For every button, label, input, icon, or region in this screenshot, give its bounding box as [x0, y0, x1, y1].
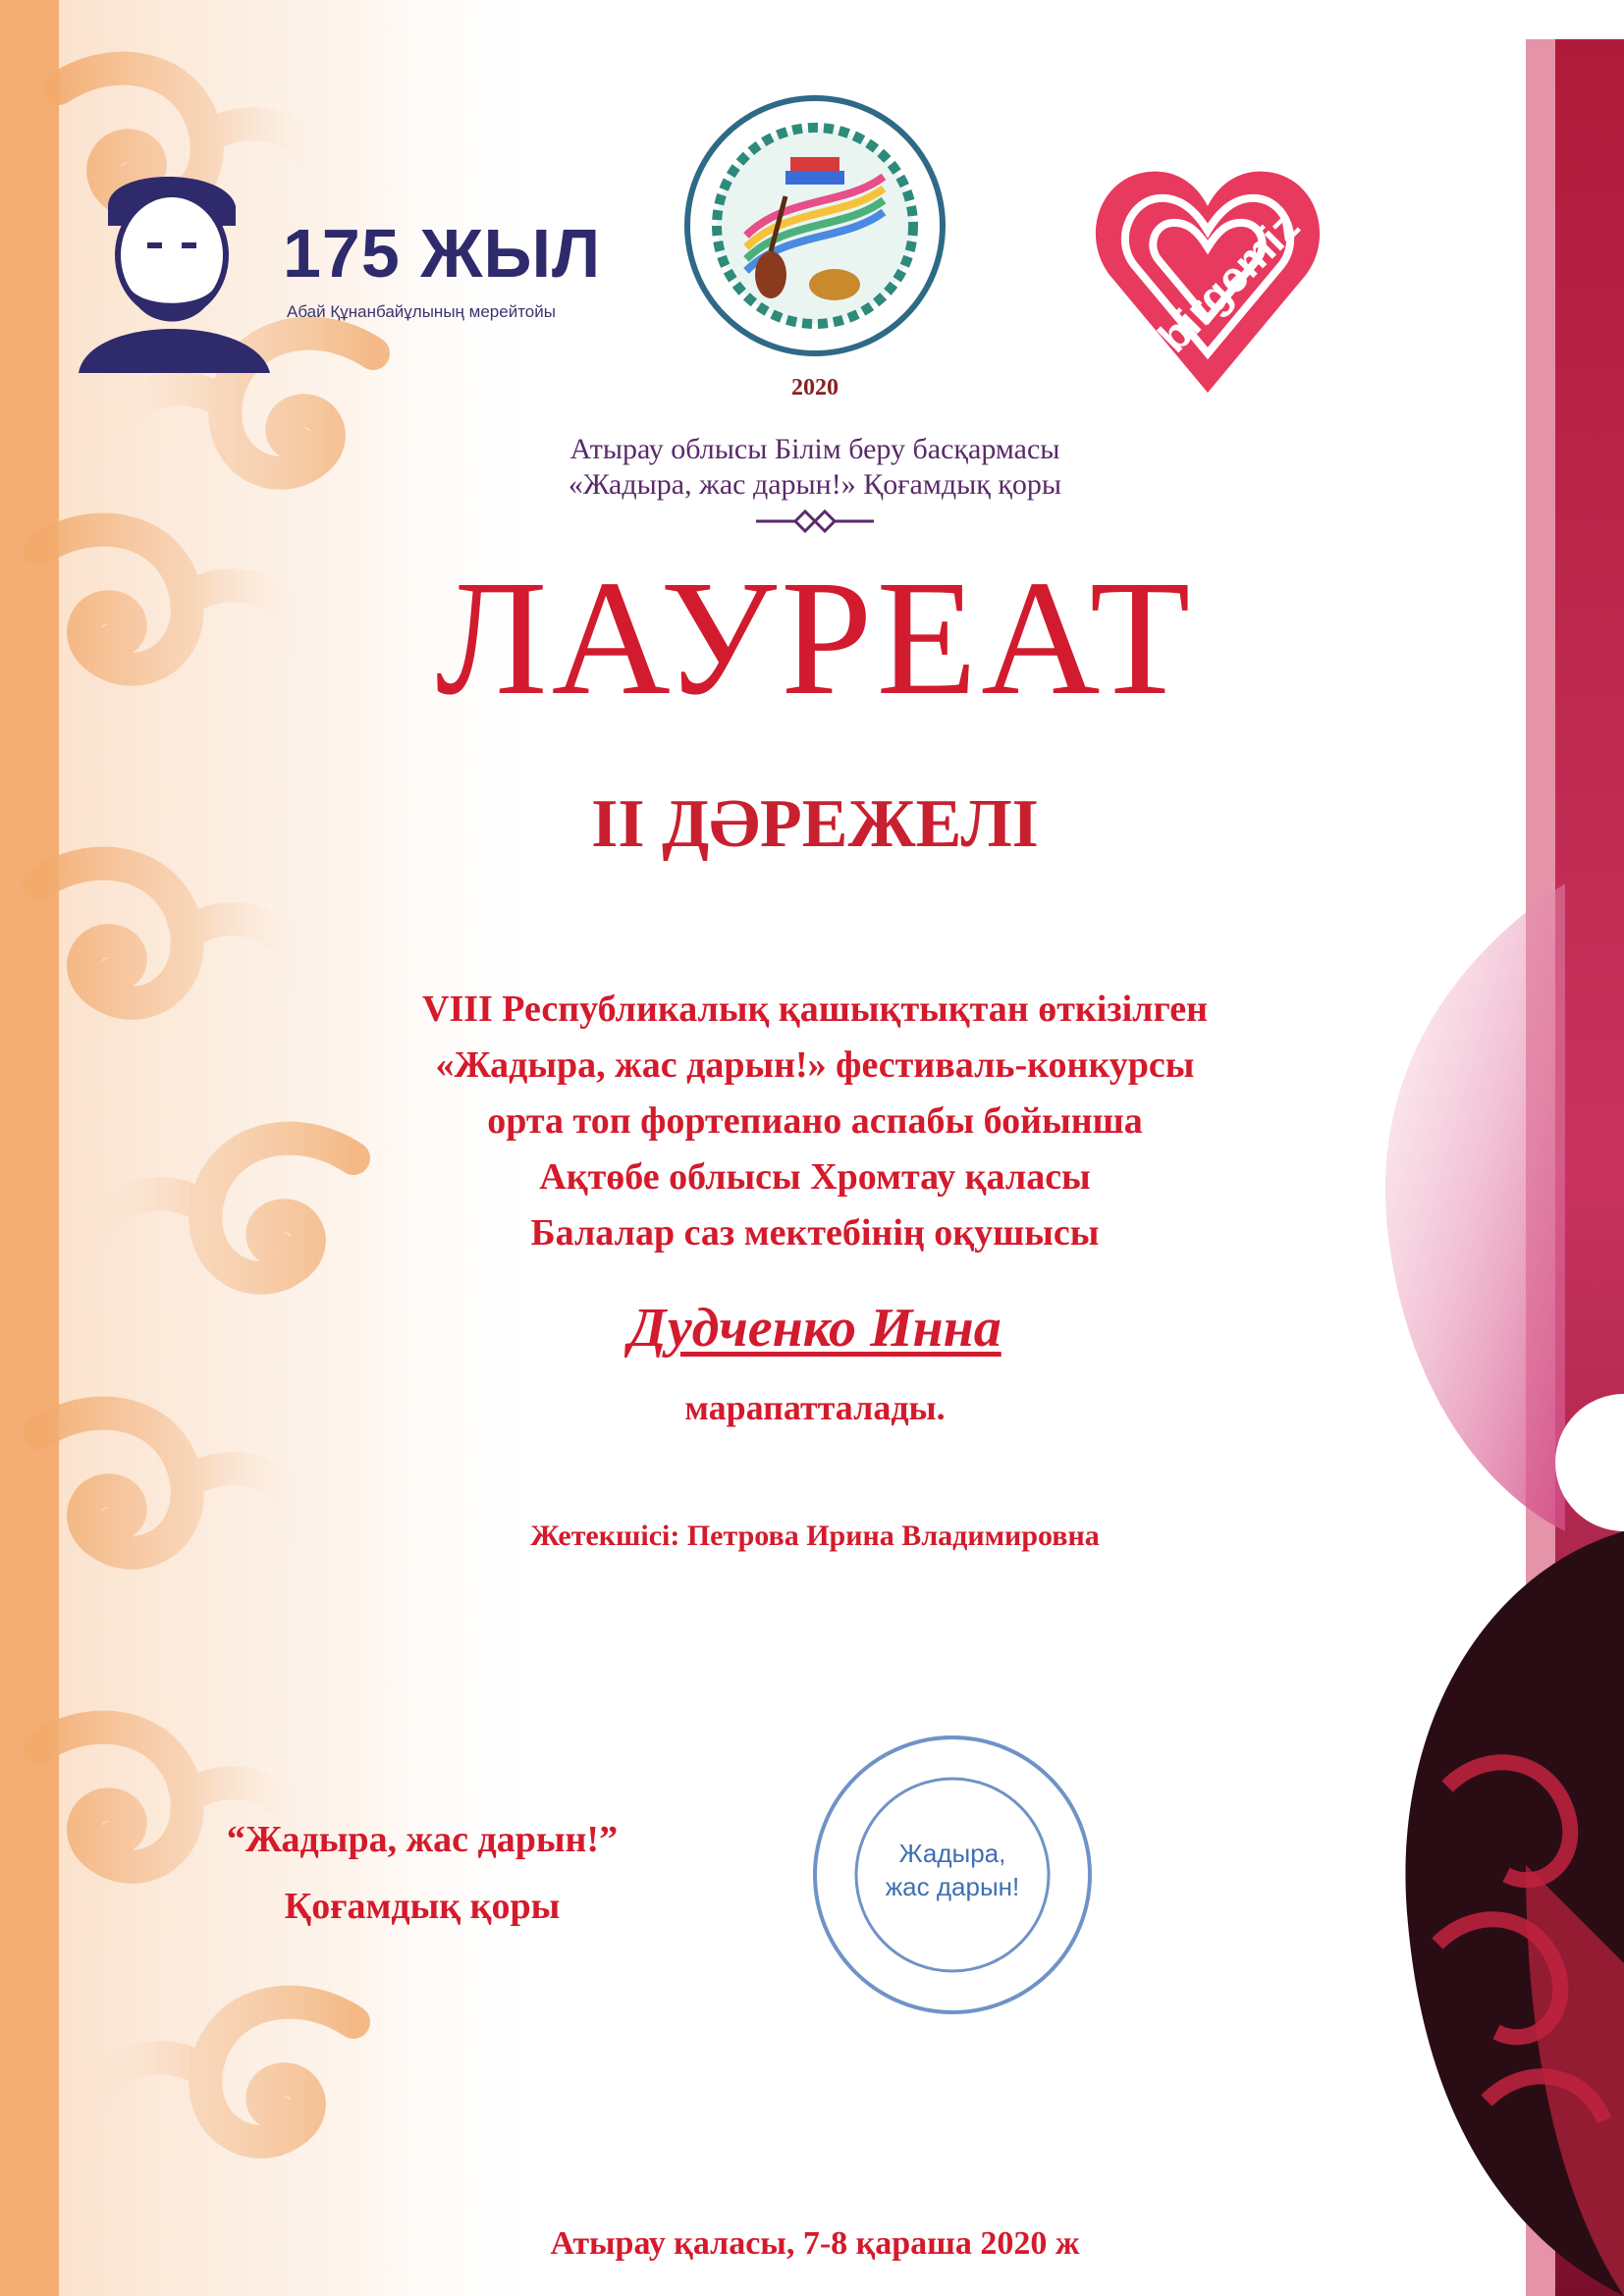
foundation-name [167, 1806, 677, 1940]
official-stamp [805, 1728, 1100, 2022]
stamp-line-1: Жадыра, [898, 1839, 1006, 1868]
festival-emblem [677, 88, 952, 412]
organizer-header [471, 432, 1159, 503]
stamp-line-2: жас дарын! [885, 1872, 1020, 1901]
portrait-icon [69, 147, 275, 373]
abai-anniversary-number: 175 ЖЫЛ [283, 215, 602, 292]
certificate-body [324, 982, 1306, 1261]
birgemiz-logo [1090, 137, 1326, 402]
awardee-name: Дудченко Инна [628, 1298, 1001, 1359]
heart-icon [1090, 137, 1326, 402]
body-line-4: Ақтөбе облысы Хромтау қаласы [539, 1156, 1091, 1198]
birgemiz-text: birgemiz [1149, 201, 1310, 362]
foundation-line-1: “Жадыра, жас дарын!” [226, 1819, 619, 1860]
place-and-date: Атырау қаласы, 7-8 қараша 2020 ж [550, 2225, 1080, 2262]
abai-anniversary-subtitle: Абай Құнанбайұлының мерейтойы [287, 302, 556, 321]
abai-175-logo [69, 147, 602, 373]
festival-emblem-icon [677, 88, 952, 383]
certificate-title: ЛАУРЕАТ [435, 547, 1195, 729]
body-line-1: VIII Республикалық қашықтықтан өткізілген [422, 988, 1208, 1030]
organizer-line-2: «Жадыра, жас дарын!» Қоғамдық қоры [568, 468, 1062, 501]
foundation-line-2: Қоғамдық қоры [284, 1886, 561, 1927]
knot-divider-icon [756, 507, 874, 536]
supervisor-name: Жетекшісі: Петрова Ирина Владимировна [530, 1520, 1100, 1552]
body-line-2: «Жадыра, жас дарын!» фестиваль-конкурсы [435, 1044, 1195, 1086]
festival-year: 2020 [791, 375, 839, 400]
body-line-5: Балалар саз мектебінің оқушысы [530, 1212, 1100, 1254]
organizer-line-1: Атырау облысы Білім беру басқармасы [569, 433, 1060, 465]
certificate-degree: ІІ ДӘРЕЖЕЛІ [591, 786, 1039, 862]
body-line-3: орта топ фортепиано аспабы бойынша [487, 1100, 1143, 1142]
awarded-text: марапатталады. [684, 1388, 946, 1427]
